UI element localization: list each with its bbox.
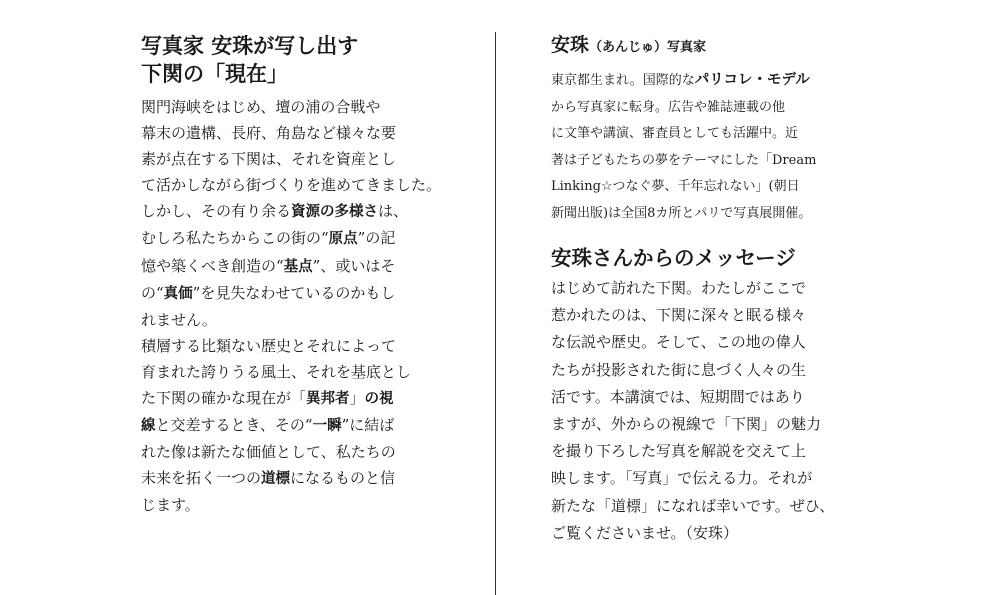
body-line xyxy=(141,439,451,465)
emphasis-text: 一瞬 xyxy=(312,418,342,435)
text-run: れません。 xyxy=(141,310,217,329)
text-run: な伝説や歴史。そして、この地の偉人 xyxy=(551,333,806,352)
profile-name: 安珠 xyxy=(551,34,590,56)
emphasis-text: 基点 xyxy=(283,258,313,275)
text-run: を撮り下ろした写真を解説を交えて上 xyxy=(551,442,807,461)
emphasis-text: 真価 xyxy=(163,285,193,302)
message-line xyxy=(551,493,861,520)
text-run: 新たな「道標」になれば幸いです。ぜひ、 xyxy=(551,496,835,515)
text-run: ”の記 xyxy=(357,229,396,248)
body-line xyxy=(141,385,451,412)
body-line xyxy=(141,333,451,359)
body-line xyxy=(141,492,451,518)
text-run: 育まれた誇りうる風土、それを基底とし xyxy=(141,362,412,381)
body-line xyxy=(141,359,451,385)
text-run: 活です。本講演では、短期間ではあり xyxy=(551,387,805,406)
message-line xyxy=(551,302,861,329)
text-run: たちが投影された街に息づく人々の生 xyxy=(551,360,807,379)
text-run: れた像は新たな価値として、私たちの xyxy=(141,443,396,462)
emphasis-text: 原点 xyxy=(328,231,358,248)
text-run: はじめて訪れた下関。わたしがここで xyxy=(551,279,807,297)
body-line xyxy=(141,172,451,198)
text-run: は、 xyxy=(378,202,409,221)
text-run: 積層する比類ない歴史とそれによって xyxy=(141,336,397,355)
text-run: 素が点在する下関は、それを資産とし xyxy=(141,150,397,169)
profile-line xyxy=(551,201,861,228)
profile-line xyxy=(551,174,861,201)
right-column xyxy=(551,32,861,547)
text-run: の“ xyxy=(141,283,164,302)
profile-text xyxy=(551,67,861,227)
body-line xyxy=(141,280,451,307)
text-run: 憶や築くべき創造の“ xyxy=(141,256,284,275)
emphasis-text: 道標 xyxy=(261,471,291,488)
text-run: ”、或いはそ xyxy=(312,256,396,275)
profile-line xyxy=(551,67,861,95)
text-run: て活かしながら街づくりを進めてきました。 xyxy=(141,176,442,195)
text-run: しかし、その有り余る xyxy=(141,202,292,221)
column-divider xyxy=(495,32,496,595)
text-run: 未来を拓く一つの xyxy=(141,469,262,488)
profile-reading: （あんじゅ） xyxy=(589,40,668,55)
title-line-1: 写真家 安珠が写し出す xyxy=(141,34,359,58)
body-line xyxy=(141,412,451,439)
article-title xyxy=(141,32,451,88)
text-run: ますが、外からの視線で「下関」の魅力 xyxy=(551,415,822,434)
emphasis-text: 資源の多様さ xyxy=(291,204,379,221)
profile-heading xyxy=(551,32,861,61)
profile-line xyxy=(551,95,861,122)
text-run: 東京都生まれ。国際的な xyxy=(551,73,695,88)
message-line xyxy=(551,275,861,302)
body-line xyxy=(141,465,451,492)
text-run: むしろ私たちからこの街の“ xyxy=(141,229,329,248)
message-text xyxy=(551,275,861,547)
body-line xyxy=(141,225,451,252)
message-line xyxy=(551,520,861,547)
text-run: 」 xyxy=(349,389,365,408)
profile-line xyxy=(551,121,861,148)
text-run: に文筆や講演、審査員としても活躍中。近 xyxy=(551,126,799,141)
message-line xyxy=(551,384,861,411)
text-run: た下関の確かな現在が「 xyxy=(141,389,307,408)
text-run: ご覧くださいませ。（安珠） xyxy=(551,523,739,542)
text-run: Linking☆つなぐ夢、千年忘れない」(朝日 xyxy=(551,179,800,194)
emphasis-text: の視 xyxy=(364,391,394,408)
body-line xyxy=(141,146,451,172)
article-body xyxy=(141,94,451,519)
message-line xyxy=(551,357,861,384)
text-run: 幕末の遺構、長府、角島など様々な要 xyxy=(141,124,397,143)
message-line xyxy=(551,438,861,465)
text-run: ”を見失なわせているのかもし xyxy=(192,283,396,302)
body-line xyxy=(141,94,451,120)
text-run: と交差するとき、その“ xyxy=(155,416,313,435)
emphasis-text: パリコレ・モデル xyxy=(694,72,810,88)
emphasis-text: 線 xyxy=(141,418,156,435)
text-run: ”に結ば xyxy=(341,416,395,435)
message-line xyxy=(551,465,861,492)
left-column xyxy=(141,32,451,519)
emphasis-text: 異邦者 xyxy=(306,391,350,408)
text-run: 映します。「写真」で伝える力。それが xyxy=(551,469,813,488)
text-run: になるものと信 xyxy=(290,469,396,488)
message-line xyxy=(551,329,861,356)
text-run: じます。 xyxy=(141,496,200,515)
profile-title: 写真家 xyxy=(667,40,707,55)
message-heading: 安珠さんからのメッセージ xyxy=(551,246,796,270)
body-line xyxy=(141,253,451,280)
body-line xyxy=(141,198,451,225)
title-line-2: 下関の「現在」 xyxy=(141,62,288,86)
profile-line xyxy=(551,148,861,175)
text-run: から写真家に転身。広告や雑誌連載の他 xyxy=(551,99,786,115)
text-run: 著は子どもたちの夢をテーマにした「Dream xyxy=(551,152,817,168)
text-run: 関門海峡をはじめ、壇の浦の合戦や xyxy=(141,98,381,116)
text-run: 新聞出版)は全国8カ所とパリで写真展開催。 xyxy=(551,205,812,221)
text-run: 惹かれたのは、下関に深々と眠る様々 xyxy=(551,306,807,325)
message-line xyxy=(551,411,861,438)
body-line xyxy=(141,120,451,146)
body-line xyxy=(141,307,451,333)
